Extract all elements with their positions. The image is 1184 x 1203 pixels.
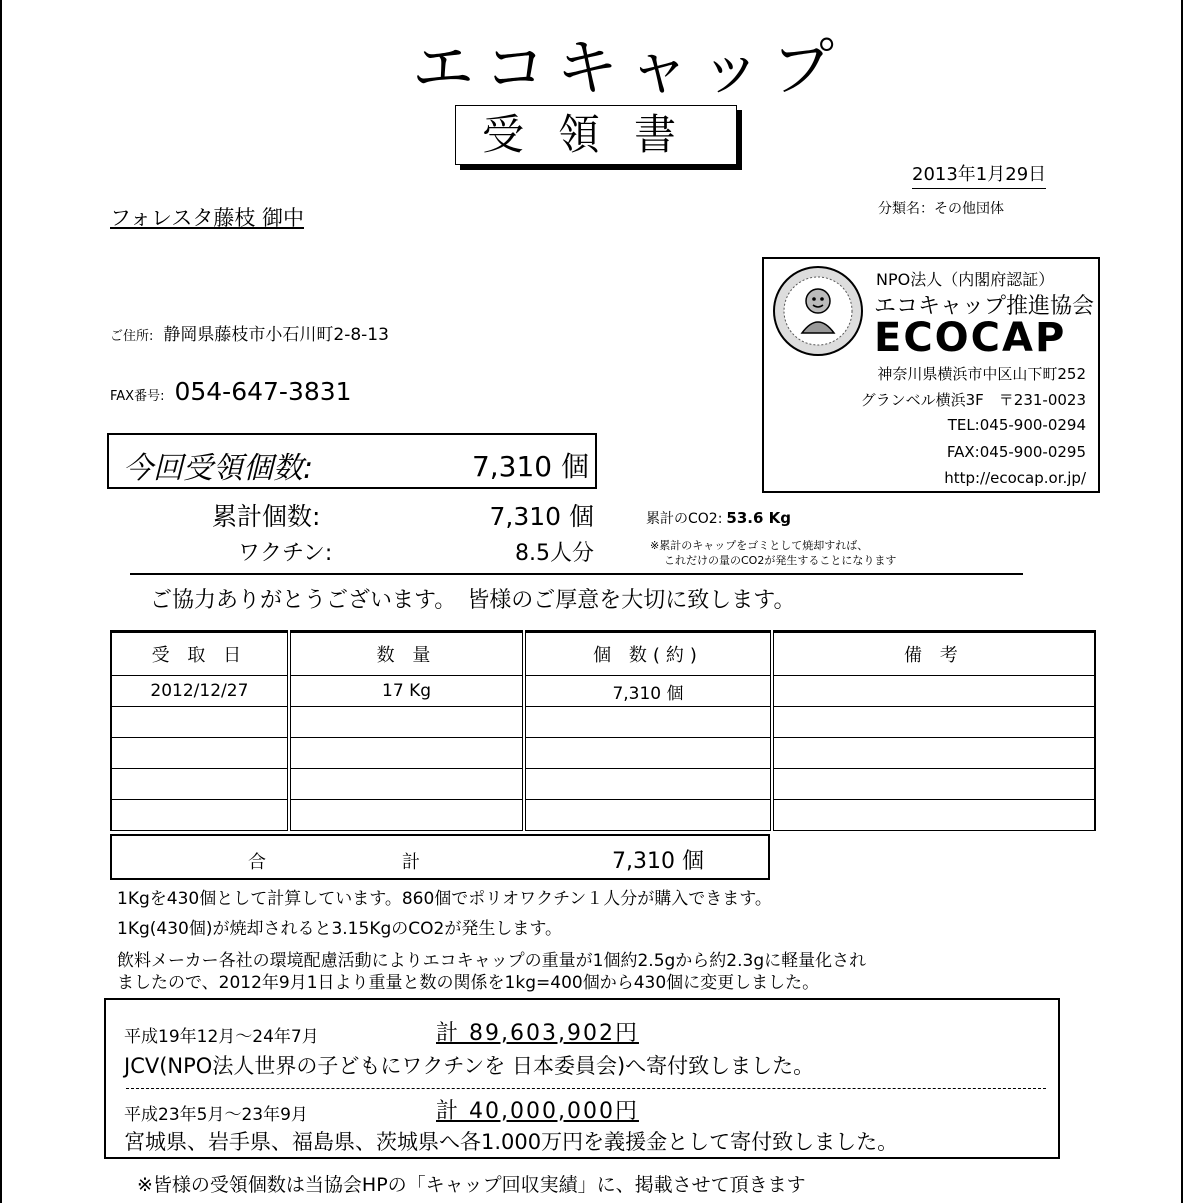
issue-date: 2013年1月29日 (912, 160, 1046, 189)
table-cell (111, 738, 289, 769)
table-row (111, 707, 1095, 738)
table-cell (772, 738, 1095, 769)
recipient-name: フォレスタ藤枝 御中 (110, 206, 304, 230)
table-header-cell: 備 考 (772, 632, 1095, 676)
total-label-2: 計 (402, 852, 420, 873)
table-cell (289, 738, 524, 769)
vaccine-label: ワクチン: (238, 541, 333, 566)
table-header-row (111, 632, 1095, 676)
page-border-left (0, 0, 2, 1203)
donation-description: 宮城県、岩手県、福島県、茨城県へ各1.000万円を義援金として寄付致しました。 (124, 1130, 899, 1154)
issuer-stamp (762, 257, 1100, 493)
address-line (110, 320, 389, 345)
table-cell (524, 800, 772, 831)
vaccine-value: 8.5人分 (515, 541, 594, 566)
current-count-label: 今回受領個数: (123, 451, 314, 486)
table-cell (524, 738, 772, 769)
thanks-message: ご協力ありがとうございます。 皆様のご厚意を大切に致します。 (150, 588, 796, 613)
total-label-1: 合 (248, 852, 266, 873)
category-value: その他団体 (934, 201, 1004, 217)
table-cell (524, 707, 772, 738)
page-border-right (1181, 0, 1183, 1203)
receipt-heading: 受領書 (455, 105, 737, 165)
co2-note-line-2: これだけの量のCO2が発生することになります (664, 554, 897, 567)
category (878, 198, 1004, 218)
table-cell: 2012/12/27 (111, 676, 289, 707)
table-cell (111, 800, 289, 831)
address-value: 静岡県藤枝市小石川町2-8-13 (163, 325, 389, 345)
table-cell (772, 769, 1095, 800)
table-cell (772, 707, 1095, 738)
co2-note (650, 538, 990, 568)
table-row (111, 676, 1095, 707)
donation-amount: 計 89,603,902円 (436, 1021, 639, 1046)
address-label: ご住所: (110, 329, 154, 344)
donation-period: 平成19年12月～24年7月 (124, 1027, 319, 1047)
co2-value: 53.6 Kg (726, 509, 792, 527)
stamp-org-name: エコキャップ推進協会 (874, 294, 1095, 319)
stamp-url: http://ecocap.or.jp/ (944, 469, 1086, 487)
receipt-table (110, 630, 1096, 831)
table-header-cell: 数 量 (289, 632, 524, 676)
fax-value: 054-647-3831 (174, 377, 352, 406)
stamp-tel: TEL:045-900-0294 (947, 416, 1086, 434)
co2-note-line-1: ※累計のキャップをゴミとして焼却すれば、 (650, 539, 869, 552)
divider (130, 573, 1023, 575)
stamp-fax: FAX:045-900-0295 (946, 443, 1086, 461)
donation-period: 平成23年5月～23年9月 (124, 1105, 308, 1125)
table-cell (772, 676, 1095, 707)
total-box (110, 834, 770, 880)
footer-note: ※皆様の受領個数は当協会HPの「キャップ回収実績」に、掲載させて頂きます (137, 1174, 806, 1196)
donation-box (104, 998, 1060, 1159)
stamp-brand: ECOCAP (874, 315, 1067, 361)
donation-amount: 計 40,000,000円 (436, 1099, 639, 1124)
table-header-cell: 個 数(約) (524, 632, 772, 676)
stamp-npo-label: NPO法人（内閣府認証） (876, 270, 1055, 289)
table-cell (289, 707, 524, 738)
document-title: エコキャップ (412, 31, 845, 104)
mascot-logo-icon (772, 265, 864, 357)
table-header-cell: 受 取 日 (111, 632, 289, 676)
note-line: 飲料メーカー各社の環境配慮活動によりエコキャップの重量が1個約2.5gから約2.3gに軽量化され (117, 951, 867, 971)
fax-line (110, 377, 352, 406)
category-label: 分類名： (878, 201, 934, 217)
table-cell: 17 Kg (289, 676, 524, 707)
current-count-value: 7,310 個 (471, 450, 589, 483)
table-cell (111, 707, 289, 738)
table-cell (111, 769, 289, 800)
table-row (111, 738, 1095, 769)
fax-label: FAX番号: (110, 389, 165, 404)
table-row (111, 800, 1095, 831)
stamp-address-2: グランベル横浜3F 〒231-0023 (860, 391, 1086, 409)
table-cell (289, 800, 524, 831)
donation-separator (126, 1088, 1046, 1089)
table-cell (772, 800, 1095, 831)
total-value: 7,310 個 (612, 849, 704, 874)
table-cell (524, 769, 772, 800)
current-count-box (107, 433, 597, 489)
cumulative-value: 7,310 個 (489, 502, 594, 531)
note-line: ましたので、2012年9月1日より重量と数の関係を1kg=400個から430個に変更しました。 (117, 973, 820, 993)
table-cell: 7,310 個 (524, 676, 772, 707)
table-cell (289, 769, 524, 800)
stamp-address-1: 神奈川県横浜市中区山下町252 (877, 365, 1086, 383)
note-line: 1Kg(430個)が焼却されると3.15KgのCO2が発生します。 (117, 919, 562, 939)
co2-line (646, 508, 791, 528)
co2-label: 累計のCO2: (646, 511, 723, 527)
table-row (111, 769, 1095, 800)
donation-description: JCV(NPO法人世界の子どもにワクチンを 日本委員会)へ寄付致しました。 (124, 1054, 815, 1078)
note-line: 1Kgを430個として計算しています。860個でポリオワクチン１人分が購入できます。 (117, 889, 772, 909)
cumulative-label: 累計個数: (212, 502, 321, 531)
